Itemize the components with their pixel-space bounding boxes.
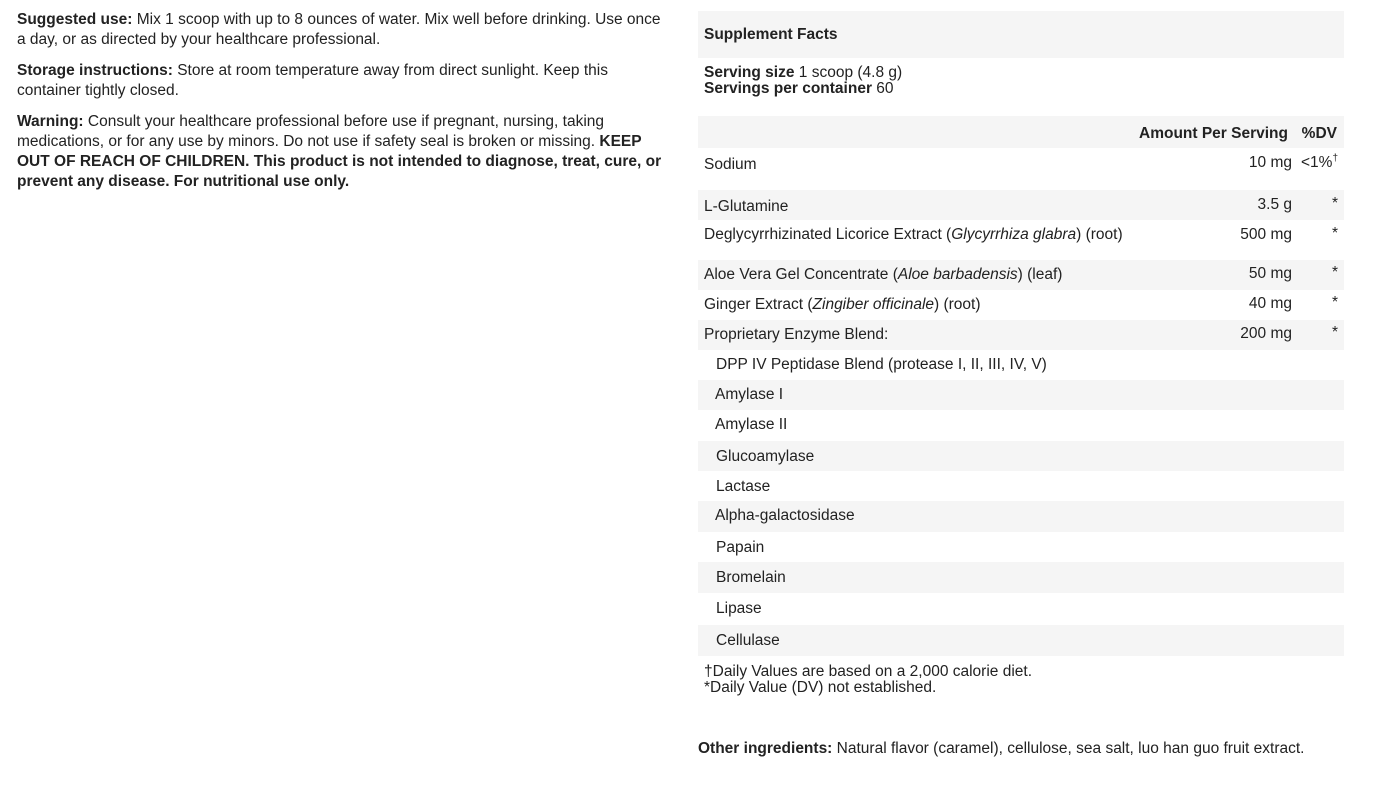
nutrient-name: Deglycyrrhizinated Licorice Extract (Glycyrrhiza glabra) (root): [704, 226, 1123, 243]
storage-label: Storage instructions:: [17, 62, 173, 79]
nutrient-name: Cellulase: [716, 632, 780, 649]
nutrient-row: [698, 148, 1344, 190]
directions-section: [17, 10, 667, 203]
storage-text: Store at room temperature away from direct sunlight. Keep this container tightly closed.: [17, 62, 608, 99]
nutrient-name: L-Glutamine: [704, 198, 789, 215]
nutrient-row: [698, 471, 1344, 501]
nutrient-dv: *: [1331, 264, 1338, 281]
nutrient-name: Papain: [716, 539, 765, 556]
nutrient-name: Amylase II: [715, 416, 788, 433]
nutrient-dv: *: [1331, 195, 1338, 212]
nutrient-row: [698, 350, 1344, 380]
warning-label: Warning:: [17, 113, 84, 130]
facts-title: Supplement Facts: [698, 11, 1344, 58]
nutrient-dv: *: [1331, 294, 1338, 311]
suggested-use-text: Mix 1 scoop with up to 8 ounces of water. Mix well before drinking. Use once a day, or as directed by your healthcare professional.: [17, 11, 661, 48]
nutrient-amount: 40 mg: [1248, 295, 1292, 312]
nutrient-row: [698, 380, 1344, 410]
servings-label: Servings per container: [704, 80, 872, 97]
nutrient-name: Ginger Extract (Zingiber officinale) (root): [704, 296, 981, 313]
nutrient-name: Sodium: [704, 156, 757, 173]
nutrient-amount: 50 mg: [1248, 265, 1292, 282]
serving-size-value: 1 scoop (4.8 g): [798, 64, 903, 81]
nutrient-amount: 10 mg: [1248, 154, 1292, 171]
nutrient-name: DPP IV Peptidase Blend (protease I, II, III, IV, V): [716, 356, 1047, 373]
warning-text: Consult your healthcare professional before use if pregnant, nursing, taking medications, or for any use by minors. Do not use if safety seal is broken or missing.: [17, 113, 605, 150]
nutrient-dv: <1%†: [1300, 153, 1338, 172]
suggested-use: [17, 10, 667, 50]
footnote-dagger: †Daily Values are based on a 2,000 calorie diet.: [704, 663, 1033, 680]
nutrient-name: Lipase: [716, 600, 762, 617]
nutrient-row: [698, 260, 1344, 290]
footnotes: [698, 656, 1344, 696]
nutrient-row: [698, 501, 1344, 532]
nutrient-name: Lactase: [716, 478, 771, 495]
facts-header-row: [698, 116, 1344, 148]
nutrient-amount: 3.5 g: [1257, 196, 1292, 213]
nutrient-name: Bromelain: [716, 569, 786, 586]
servings-value: 60: [876, 80, 894, 97]
nutrient-dv: *: [1331, 225, 1338, 242]
nutrient-amount: 500 mg: [1240, 226, 1292, 243]
nutrient-row: [698, 593, 1344, 625]
other-ingredients-label: Other ingredients:: [698, 740, 833, 757]
nutrient-row: [698, 562, 1344, 593]
nutrient-name: Aloe Vera Gel Concentrate (Aloe barbadensis) (leaf): [704, 266, 1063, 283]
nutrient-amount: 200 mg: [1240, 325, 1292, 342]
nutrient-name: Amylase I: [715, 386, 784, 403]
serving-info: [698, 58, 1344, 116]
nutrient-name: Glucoamylase: [716, 448, 815, 465]
nutrient-dv: *: [1331, 324, 1338, 341]
nutrient-row: [698, 220, 1344, 260]
nutrient-row: [698, 290, 1344, 320]
amount-header: Amount Per Serving: [1139, 125, 1288, 142]
nutrient-row: [698, 320, 1344, 350]
nutrient-row: [698, 190, 1344, 220]
warning-bold-text: KEEP OUT OF REACH OF CHILDREN. This product is not intended to diagnose, treat, cure, or prevent any disease. For nutritional use only.: [17, 133, 662, 190]
serving-size-label: Serving size: [704, 64, 795, 81]
nutrient-row: [698, 625, 1344, 656]
warning: [17, 112, 667, 192]
nutrient-row: [698, 410, 1344, 441]
supplement-facts-panel: [698, 11, 1344, 696]
dv-header: %DV: [1301, 125, 1337, 142]
other-ingredients: [698, 740, 1304, 758]
dagger-mark: †: [1332, 153, 1338, 164]
footnote-star: *Daily Value (DV) not established.: [704, 679, 937, 696]
nutrient-name: Alpha-galactosidase: [715, 507, 855, 524]
storage-instructions: [17, 61, 667, 101]
nutrient-name: Proprietary Enzyme Blend:: [704, 326, 889, 343]
other-ingredients-text: Natural flavor (caramel), cellulose, sea salt, luo han guo fruit extract.: [836, 740, 1305, 757]
nutrient-row: [698, 441, 1344, 471]
facts-rows: [698, 148, 1344, 656]
suggested-use-label: Suggested use:: [17, 11, 133, 28]
nutrient-row: [698, 532, 1344, 562]
